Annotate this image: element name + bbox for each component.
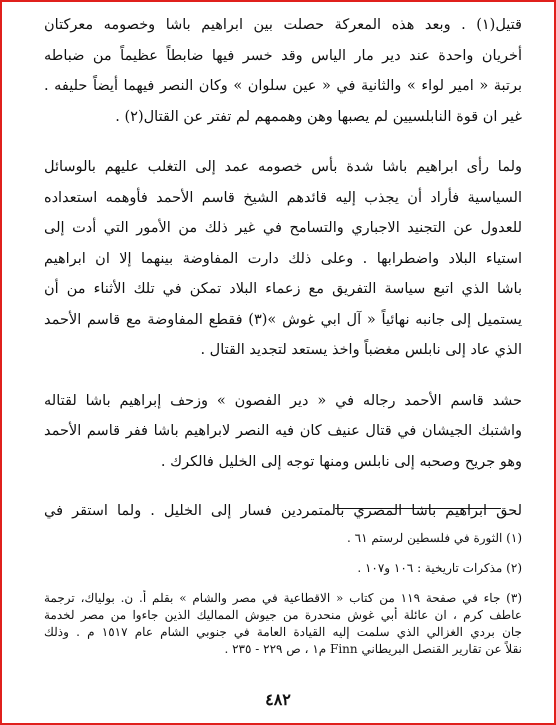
footnote-3	[44, 590, 522, 658]
text-line: ولما رأى ابراهيم باشا شدة بأس خصومه عمد إلى التغلب عليهم بالوسائل	[44, 159, 522, 175]
page-number: ٤٨٢	[265, 690, 291, 709]
text-line: استياء البلاد واضطرابها . وعلى ذلك دارت المفاوضة بينهما إلا ان ابراهيم	[44, 250, 522, 267]
text-line: للعدول عن التجنيد الاجباري والتسامح في غير ذلك من الأمور التي أدت إلى	[44, 220, 522, 236]
footnote-line: (٣) جاء في صفحة ١١٩ من كتاب « الاقطاعية في مصر والشام » بقلم أ. ن. بولياك، ترجمة	[44, 591, 522, 605]
footnote-line: جان بردي الغزالي الذي سلمت إليه القيادة العامة في جنوبي الشام عام ١٥١٧ م . وذلك	[44, 625, 522, 639]
text-line: غير ان قوة النابلسيين لم يصبها وهن وهممهم لم تفتر عن القتال(٢) .	[115, 108, 522, 125]
paragraph-1	[44, 10, 522, 132]
text-line: يستميل إلى جانبه نهائياً « آل ابي غوش »(٣) فقطع المفاوضة مع قاسم الأحمد	[44, 311, 522, 328]
footnote-2	[44, 560, 522, 577]
footnote-divider	[335, 508, 501, 509]
text-line: قتيل(١) . وبعد هذه المعركة حصلت بين ابراهيم باشا وخصومه معركتان	[44, 17, 522, 33]
text-line: وهو جريح وصحبه إلى نابلس ومنها توجه إلى الخليل فالكرك .	[160, 453, 522, 470]
footnote-line: عاطف كرم ، ان عائلة أبي غوش منحدرة من جيوش المماليك الذين جاءوا من مصر لخدمة	[44, 608, 522, 622]
text-line: حشد قاسم الأحمد رجاله في « دير الفصون » وزحف إبراهيم باشا لقتاله	[44, 392, 522, 409]
text-line: لحق ابراهيم باشا المصري بالمتمردين فسار إلى الخليل . ولما استقر في	[44, 503, 522, 519]
text-line: باشا الذي اتبع سياسة التفريق مع زعماء البلاد تمكن في تلك الأثناء من أن	[44, 281, 522, 297]
paragraph-3	[44, 386, 522, 478]
page-body	[44, 10, 522, 527]
paragraph-2	[44, 152, 522, 366]
text-line: واشتبك الجيشان في قتال عنيف كان فيه النصر لابراهيم باشا ففر قاسم الأحمد	[44, 423, 522, 439]
text-line: الذي عاد إلى نابلس مغضباً واخذ يستعد لتجديد القتال .	[200, 342, 522, 358]
paragraph-4	[44, 496, 522, 527]
text-line: أخريان واحدة عند دير مار الياس وقد خسر فيها ضابطاً عظيماً من ضباطه	[44, 47, 522, 64]
footnote-line: نقلاً عن تقارير القنصل البريطاني Finn م١ ، ص ٢٢٩ - ٢٣٥ .	[224, 642, 522, 656]
footnotes	[44, 530, 522, 658]
text-line: السياسية فأراد أن يجذب إليه قائدهم الشيخ قاسم الأحمد فأوهمه استعداده	[44, 189, 522, 206]
text-line: برتبة « امير لواء » والثانية في « عين سلوان » وكان النصر فيهما أيضاً حليفه .	[44, 78, 522, 94]
footnote-text: (٢) مذكرات تاريخية : ١٠٦ و١٠٧ .	[357, 561, 522, 575]
footnote-text: (١) الثورة في فلسطين لرستم ٦١ .	[346, 531, 522, 545]
footnote-1	[44, 530, 522, 547]
